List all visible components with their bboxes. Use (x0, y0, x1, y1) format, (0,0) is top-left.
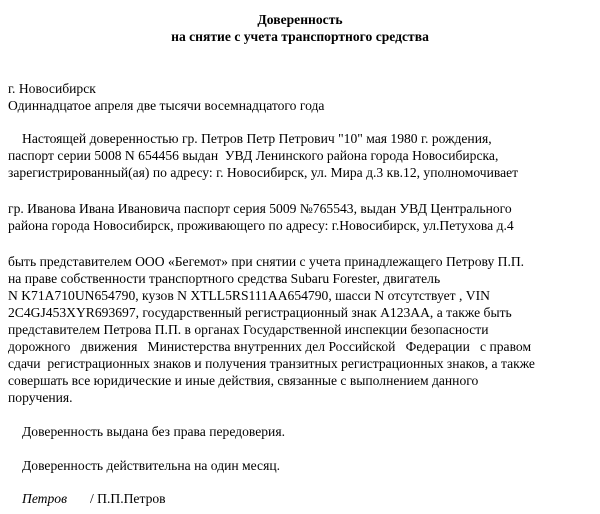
paragraph-line: на праве собственности транспортного средства Subaru Forester, двигатель (8, 271, 441, 286)
validity-clause: Доверенность действительна на один месяц. (22, 458, 280, 473)
document-title: Доверенность (257, 12, 343, 27)
paragraph-line: поручения. (8, 390, 73, 405)
document-subtitle: на снятие с учета транспортного средства (171, 29, 429, 44)
paragraph-line: 2C4GJ453XYR693697, государственный регистрационный знак А123АА, а также быть (8, 305, 512, 320)
paragraph-line: паспорт серии 5008 N 654456 выдан УВД Ленинского района города Новосибирска, (8, 148, 499, 163)
printed-signature: / П.П.Петров (90, 491, 166, 506)
paragraph-line: N K71A710UN654790, кузов N XTLL5RS111AA654790, шасси N отсутствует , VIN (8, 288, 490, 303)
paragraph-line: Настоящей доверенностью гр. Петров Петр Петрович "10" мая 1980 г. рождения, (22, 131, 492, 146)
city: г. Новосибирск (8, 81, 96, 96)
paragraph-line: района города Новосибирск, проживающего по адресу: г.Новосибирск, ул.Петухова д.4 (8, 218, 514, 233)
paragraph-line: быть представителем ООО «Бегемот» при снятии с учета принадлежащего Петрову П.П. (8, 254, 525, 269)
paragraph-line: представителем Петрова П.П. в органах Государственной инспекции безопасности (8, 322, 489, 337)
date-text: Одиннадцатое апреля две тысячи восемнадцатого года (8, 98, 325, 113)
paragraph-line: совершать все юридические и иные действия, связанные с выполнением данного (8, 373, 479, 388)
paragraph-line: сдачи регистрационных знаков и получения транзитных регистрационных знаков, а также (8, 356, 535, 371)
paragraph-line: гр. Иванова Ивана Ивановича паспорт серия 5009 №765543, выдан УВД Центрального (8, 201, 512, 216)
no-redelegation-clause: Доверенность выдана без права передоверия. (22, 424, 285, 439)
handwritten-signature: Петров (22, 491, 67, 506)
paragraph-line: дорожного движения Министерства внутренних дел Российской Федерации с правом (8, 339, 532, 354)
paragraph-line: зарегистрированный(ая) по адресу: г. Новосибирск, ул. Мира д.3 кв.12, уполномочивает (8, 165, 519, 180)
